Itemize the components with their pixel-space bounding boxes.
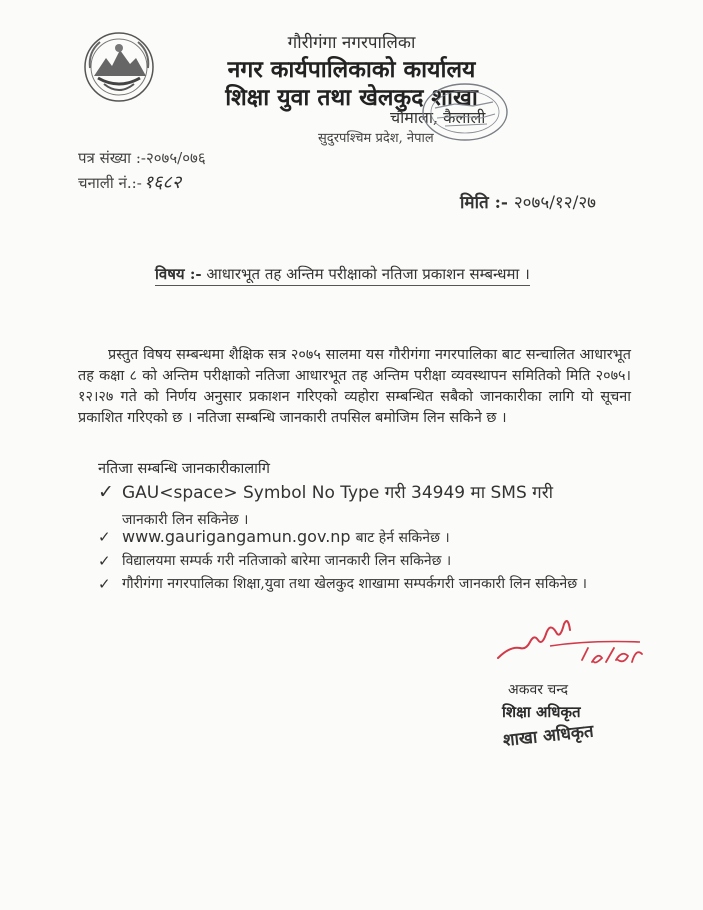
- letter-date: [460, 190, 596, 213]
- section-name: शिक्षा युवा तथा खेलकुद शाखा: [225, 84, 478, 111]
- dispatch-number: [78, 170, 181, 194]
- school-instruction: विद्यालयमा सम्पर्क गरी नतिजाको बारेमा जानकारी लिन सकिनेछ ।: [122, 553, 452, 569]
- office-name: नगर कार्यपालिकाको कार्यालय: [227, 56, 476, 83]
- signatory-stamp-title: शाखा अधिकृत: [502, 721, 595, 751]
- sms-instruction-continuation: जानकारी लिन सकिनेछ ।: [122, 512, 249, 528]
- sms-instruction: GAU<space> Symbol No Type गरी 34949 मा SMS गरी: [122, 483, 554, 503]
- subject-label: विषय :-: [155, 265, 202, 283]
- results-info-label: नतिजा सम्बन्धि जानकारीकालागि: [98, 460, 270, 477]
- list-item-website: [98, 526, 628, 549]
- subject-text: आधारभूत तह अन्तिम परीक्षाको नतिजा प्रकाशन सम्बन्धमा ।: [206, 265, 530, 283]
- municipality-name: गौरीगंगा नगरपालिका: [287, 33, 416, 53]
- checkmark-icon: ✓: [98, 481, 114, 503]
- handwritten-signature: [490, 612, 650, 672]
- office-instruction: गौरीगंगा नगरपालिका शिक्षा,युवा तथा खेलकुद शाखामा सम्पर्कगरी जानकारी लिन सकिनेछ ।: [122, 576, 588, 592]
- date-label: मिति :-: [460, 193, 508, 213]
- signatory-title: शिक्षा अधिकृत: [502, 703, 581, 721]
- date-value: २०७५/१२/२७: [513, 193, 597, 213]
- website-url: www.gaurigangamun.gov.np: [122, 527, 351, 546]
- dispatch-number-label: चनाली नं.:-: [78, 174, 142, 192]
- checkmark-icon: ✓: [98, 552, 111, 570]
- dispatch-number-value: १६८२: [143, 172, 182, 193]
- checkmark-icon: ✓: [98, 528, 111, 546]
- list-item-school: [98, 551, 628, 571]
- website-instruction: बाट हेर्न सकिनेछ ।: [355, 530, 450, 546]
- list-item-office: [98, 574, 628, 595]
- body-paragraph: प्रस्तुत विषय सम्बन्धमा शैक्षिक सत्र २०७५ सालमा यस गौरीगंगा नगरपालिका बाट सन्चालित आधारभूत तह कक्षा ८ को अन्तिम परीक्षाको नतिजा आधारभूत तह अन्तिम परीक्षा व्यवस्थापन समितिको मिति २०७५।१२।२७ गते को निर्णय अनुसार प्रकाशन गरिएको व्यहोरा सम्बन्धित सबैको जानकारीका लागि यो सूचना प्रकाशित गरिएको छ । नतिजा सम्बन्धि जानकारी तपसिल बमोजिम लिन सकिने छ ।: [78, 347, 631, 426]
- checkmark-icon: ✓: [98, 575, 111, 593]
- subject-line: [155, 264, 530, 286]
- office-stamp: [415, 78, 510, 146]
- signatory-name: अकवर चन्द: [508, 682, 569, 698]
- office-location: चौमाला, कैलाली: [390, 108, 486, 127]
- letter-number: पत्र संख्या :-२०७५/०७६: [78, 149, 206, 167]
- province-name: सुदुरपश्चिम प्रदेश, नेपाल: [318, 131, 434, 146]
